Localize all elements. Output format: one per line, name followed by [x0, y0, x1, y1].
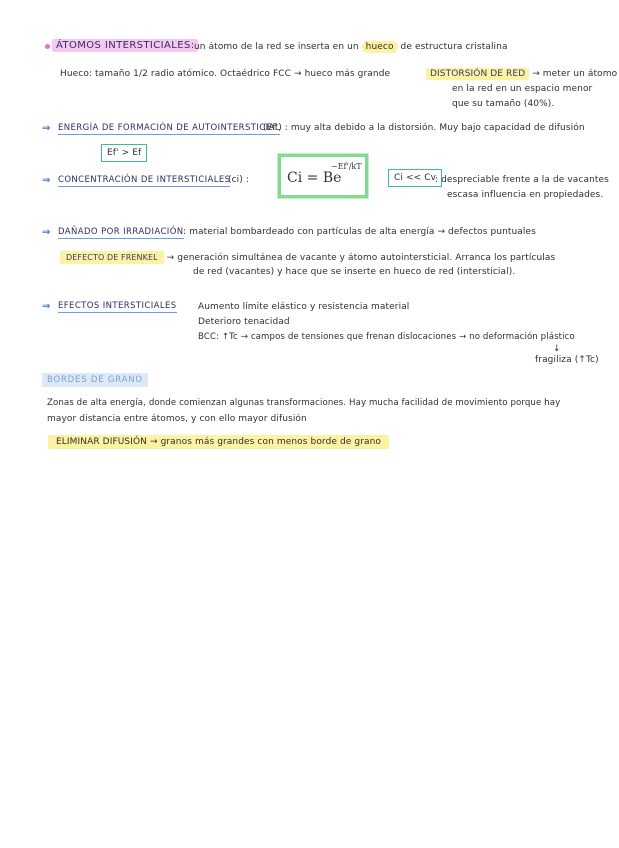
arrow-icon: ⇒: [42, 227, 51, 238]
distorsion-line-2: en la red en un espacio menor: [452, 84, 593, 94]
section-title-concentracion: CONCENTRACIÓN DE INTERSTICIALES: [58, 175, 231, 185]
bordes-text-2: mayor distancia entre átomos, y con ello mayor difusión: [47, 414, 307, 424]
bullet-dot: [45, 44, 50, 49]
energia-text: (Ef') : muy alta debido a la distorsión. Muy bajo capacidad de difusión: [263, 123, 585, 133]
distorsion-line-3: que su tamaño (40%).: [452, 99, 555, 109]
bordes-highlight: ELIMINAR DIFUSIÓN → granos más grandes con menos borde de grano: [48, 436, 389, 448]
section-title-irradiacion: DAÑADO POR IRRADIACIÓN: [58, 227, 184, 237]
efectos-line-2: Deterioro tenacidad: [198, 317, 290, 327]
arrow-icon: ⇒: [42, 123, 51, 134]
section-title-efectos: EFECTOS INTERSTICIALES: [58, 301, 177, 311]
hueco-line: Hueco: tamaño 1/2 radio atómico. Octaédrico FCC → hueco más grande: [60, 69, 391, 79]
arrow-icon: ⇒: [42, 301, 51, 312]
section-title-bordes: BORDES DE GRANO: [42, 374, 148, 387]
concentracion-formula-box: Ci = Be −Ef'/kT: [278, 154, 368, 198]
intersticiales-definition: un átomo de la red se inserta en un hueco de estructura cristalina: [194, 42, 508, 52]
energia-boxed: Ef' > Ef: [101, 147, 147, 159]
section-title-energia: ENERGÍA DE FORMACIÓN DE AUTOINTERSTICIAL: [58, 123, 280, 133]
concentracion-text: (ci) :: [228, 175, 249, 185]
concentracion-note-1: : despreciable frente a la de vacantes: [435, 175, 609, 185]
efectos-line-4: fragiliza (↑Tc): [535, 355, 599, 365]
concentracion-note-2: escasa influencia en propiedades.: [447, 190, 604, 200]
efectos-line-1: Aumento límite elástico y resistencia material: [198, 302, 410, 312]
frenkel-line-2: de red (vacantes) y hace que se inserte en hueco de red (intersticial).: [193, 267, 516, 277]
section-title-intersticiales: ÁTOMOS INTERSTICIALES:: [52, 39, 198, 52]
efectos-arrow-down: ↓: [553, 344, 561, 354]
distorsion-line-1: DISTORSIÓN DE RED → meter un átomo: [426, 68, 617, 80]
arrow-icon: ⇒: [42, 175, 51, 186]
irradiacion-text: : material bombardeado con partículas de alta energía → defectos puntuales: [183, 227, 536, 237]
bordes-text-1: Zonas de alta energía, donde comienzan algunas transformaciones. Hay mucha facilidad de movimiento porque hay: [47, 398, 561, 408]
concentracion-boxed: Ci << Cv: [388, 172, 442, 184]
frenkel-line-1: DEFECTO DE FRENKEL → generación simultánea de vacante y átomo autointersticial. Arranca los partículas: [60, 252, 555, 264]
efectos-line-3: BCC: ↑Tc → campos de tensiones que frenan dislocaciones → no deformación plástico: [198, 332, 575, 342]
